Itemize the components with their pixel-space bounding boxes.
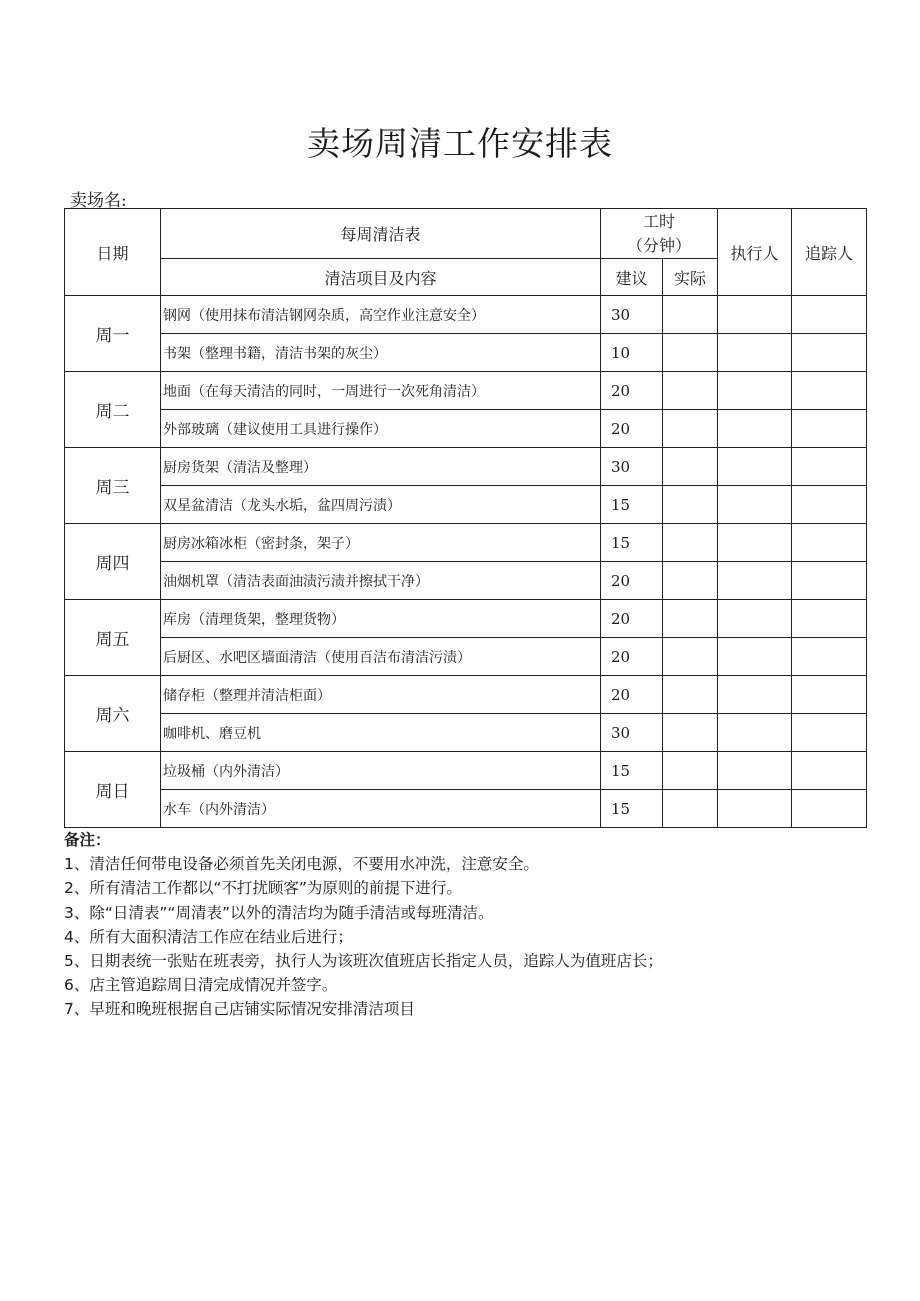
tracker-cell[interactable]: [792, 676, 867, 714]
tracker-cell[interactable]: [792, 638, 867, 676]
note-item: 5、日期表统一张贴在班表旁，执行人为该班次值班店长指定人员，追踪人为值班店长；: [64, 952, 663, 971]
suggested-minutes: 15: [601, 752, 663, 790]
tracker-cell[interactable]: [792, 562, 867, 600]
header-suggested: 建议: [601, 259, 663, 296]
table-row: [65, 524, 867, 562]
note-item: 1、清洁任何带电设备必须首先关闭电源，不要用水冲洗，注意安全。: [64, 855, 539, 874]
cleaning-item: 钢网（使用抹布清洁钢网杂质，高空作业注意安全）: [161, 296, 601, 334]
day-cell: 周日: [65, 752, 161, 828]
note-item: 2、所有清洁工作都以“不打扰顾客”为原则的前提下进行。: [64, 879, 462, 898]
tracker-cell[interactable]: [792, 410, 867, 448]
actual-minutes-cell[interactable]: [663, 790, 718, 828]
executor-cell[interactable]: [718, 676, 792, 714]
suggested-minutes: 15: [601, 524, 663, 562]
cleaning-item: 油烟机罩（清洁表面油渍污渍并擦拭干净）: [161, 562, 601, 600]
cleaning-item: 厨房冰箱冰柜（密封条，架子）: [161, 524, 601, 562]
tracker-cell[interactable]: [792, 486, 867, 524]
actual-minutes-cell[interactable]: [663, 334, 718, 372]
executor-cell[interactable]: [718, 448, 792, 486]
table-row: [65, 296, 867, 334]
day-cell: 周四: [65, 524, 161, 600]
actual-minutes-cell[interactable]: [663, 638, 718, 676]
suggested-minutes: 30: [601, 714, 663, 752]
day-cell: 周六: [65, 676, 161, 752]
suggested-minutes: 20: [601, 638, 663, 676]
cleaning-item: 库房（清理货架，整理货物）: [161, 600, 601, 638]
cleaning-item: 垃圾桶（内外清洁）: [161, 752, 601, 790]
actual-minutes-cell[interactable]: [663, 600, 718, 638]
page-title: 卖场周清工作安排表: [307, 124, 613, 163]
executor-cell[interactable]: [718, 714, 792, 752]
header-actual: 实际: [663, 259, 718, 296]
suggested-minutes: 30: [601, 296, 663, 334]
actual-minutes-cell[interactable]: [663, 562, 718, 600]
note-item: 4、所有大面积清洁工作应在结业后进行；: [64, 927, 353, 946]
executor-cell[interactable]: [718, 334, 792, 372]
suggested-minutes: 30: [601, 448, 663, 486]
suggested-minutes: 20: [601, 410, 663, 448]
executor-cell[interactable]: [718, 562, 792, 600]
table-row: [65, 752, 867, 790]
notes-section: [64, 828, 884, 1022]
actual-minutes-cell[interactable]: [663, 448, 718, 486]
suggested-minutes: 15: [601, 486, 663, 524]
cleaning-item: 书架（整理书籍，清洁书架的灰尘）: [161, 334, 601, 372]
executor-cell[interactable]: [718, 638, 792, 676]
table-row: [65, 790, 867, 828]
executor-cell[interactable]: [718, 410, 792, 448]
cleaning-item: 后厨区、水吧区墙面清洁（使用百洁布清洁污渍）: [161, 638, 601, 676]
tracker-cell[interactable]: [792, 714, 867, 752]
executor-cell[interactable]: [718, 296, 792, 334]
tracker-cell[interactable]: [792, 448, 867, 486]
tracker-cell[interactable]: [792, 752, 867, 790]
tracker-cell[interactable]: [792, 372, 867, 410]
weekly-cleaning-table: [64, 208, 867, 828]
note-item: 6、店主管追踪周日清完成情况并签字。: [64, 976, 338, 995]
executor-cell[interactable]: [718, 372, 792, 410]
actual-minutes-cell[interactable]: [663, 524, 718, 562]
table-row: [65, 676, 867, 714]
notes-label: 备注：: [64, 831, 111, 849]
table-row: [65, 486, 867, 524]
suggested-minutes: 20: [601, 562, 663, 600]
header-date: 日期: [65, 209, 161, 296]
actual-minutes-cell[interactable]: [663, 486, 718, 524]
suggested-minutes: 15: [601, 790, 663, 828]
day-cell: 周二: [65, 372, 161, 448]
actual-minutes-cell[interactable]: [663, 752, 718, 790]
table-row: [65, 334, 867, 372]
suggested-minutes: 10: [601, 334, 663, 372]
tracker-cell[interactable]: [792, 600, 867, 638]
cleaning-item: 水车（内外清洁）: [161, 790, 601, 828]
tracker-cell[interactable]: [792, 334, 867, 372]
table-row: [65, 600, 867, 638]
actual-minutes-cell[interactable]: [663, 410, 718, 448]
tracker-cell[interactable]: [792, 296, 867, 334]
table-row: [65, 410, 867, 448]
header-executor: 执行人: [718, 209, 792, 296]
table-row: [65, 372, 867, 410]
day-cell: 周一: [65, 296, 161, 372]
table-row: [65, 638, 867, 676]
actual-minutes-cell[interactable]: [663, 676, 718, 714]
executor-cell[interactable]: [718, 524, 792, 562]
cleaning-item: 咖啡机、磨豆机: [161, 714, 601, 752]
suggested-minutes: 20: [601, 600, 663, 638]
suggested-minutes: 20: [601, 372, 663, 410]
header-hours-line1: 工时: [642, 211, 675, 231]
cleaning-item: 双星盆清洁（龙头水垢，盆四周污渍）: [161, 486, 601, 524]
table-row: [65, 562, 867, 600]
table-row: [65, 448, 867, 486]
header-work-hours: [601, 209, 718, 259]
header-items: 清洁项目及内容: [161, 259, 601, 296]
day-cell: 周三: [65, 448, 161, 524]
actual-minutes-cell[interactable]: [663, 714, 718, 752]
executor-cell[interactable]: [718, 600, 792, 638]
note-item: 7、早班和晚班根据自己店铺实际情况安排清洁项目: [64, 1000, 415, 1019]
header-tracker: 追踪人: [792, 209, 867, 296]
suggested-minutes: 20: [601, 676, 663, 714]
cleaning-item: 地面（在每天清洁的同时，一周进行一次死角清洁）: [161, 372, 601, 410]
store-name-label: 卖场名:: [70, 191, 127, 211]
actual-minutes-cell[interactable]: [663, 296, 718, 334]
executor-cell[interactable]: [718, 486, 792, 524]
cleaning-item: 储存柜（整理并清洁柜面）: [161, 676, 601, 714]
cleaning-item: 厨房货架（清洁及整理）: [161, 448, 601, 486]
header-hours-line2: （分钟）: [626, 235, 691, 255]
cleaning-item: 外部玻璃（建议使用工具进行操作）: [161, 410, 601, 448]
executor-cell[interactable]: [718, 790, 792, 828]
executor-cell[interactable]: [718, 752, 792, 790]
tracker-cell[interactable]: [792, 790, 867, 828]
tracker-cell[interactable]: [792, 524, 867, 562]
note-item: 3、除“日清表”“周清表”以外的清洁均为随手清洁或每班清洁。: [64, 903, 494, 922]
table-row: [65, 714, 867, 752]
header-weekly-table: 每周清洁表: [161, 209, 601, 259]
actual-minutes-cell[interactable]: [663, 372, 718, 410]
day-cell: 周五: [65, 600, 161, 676]
